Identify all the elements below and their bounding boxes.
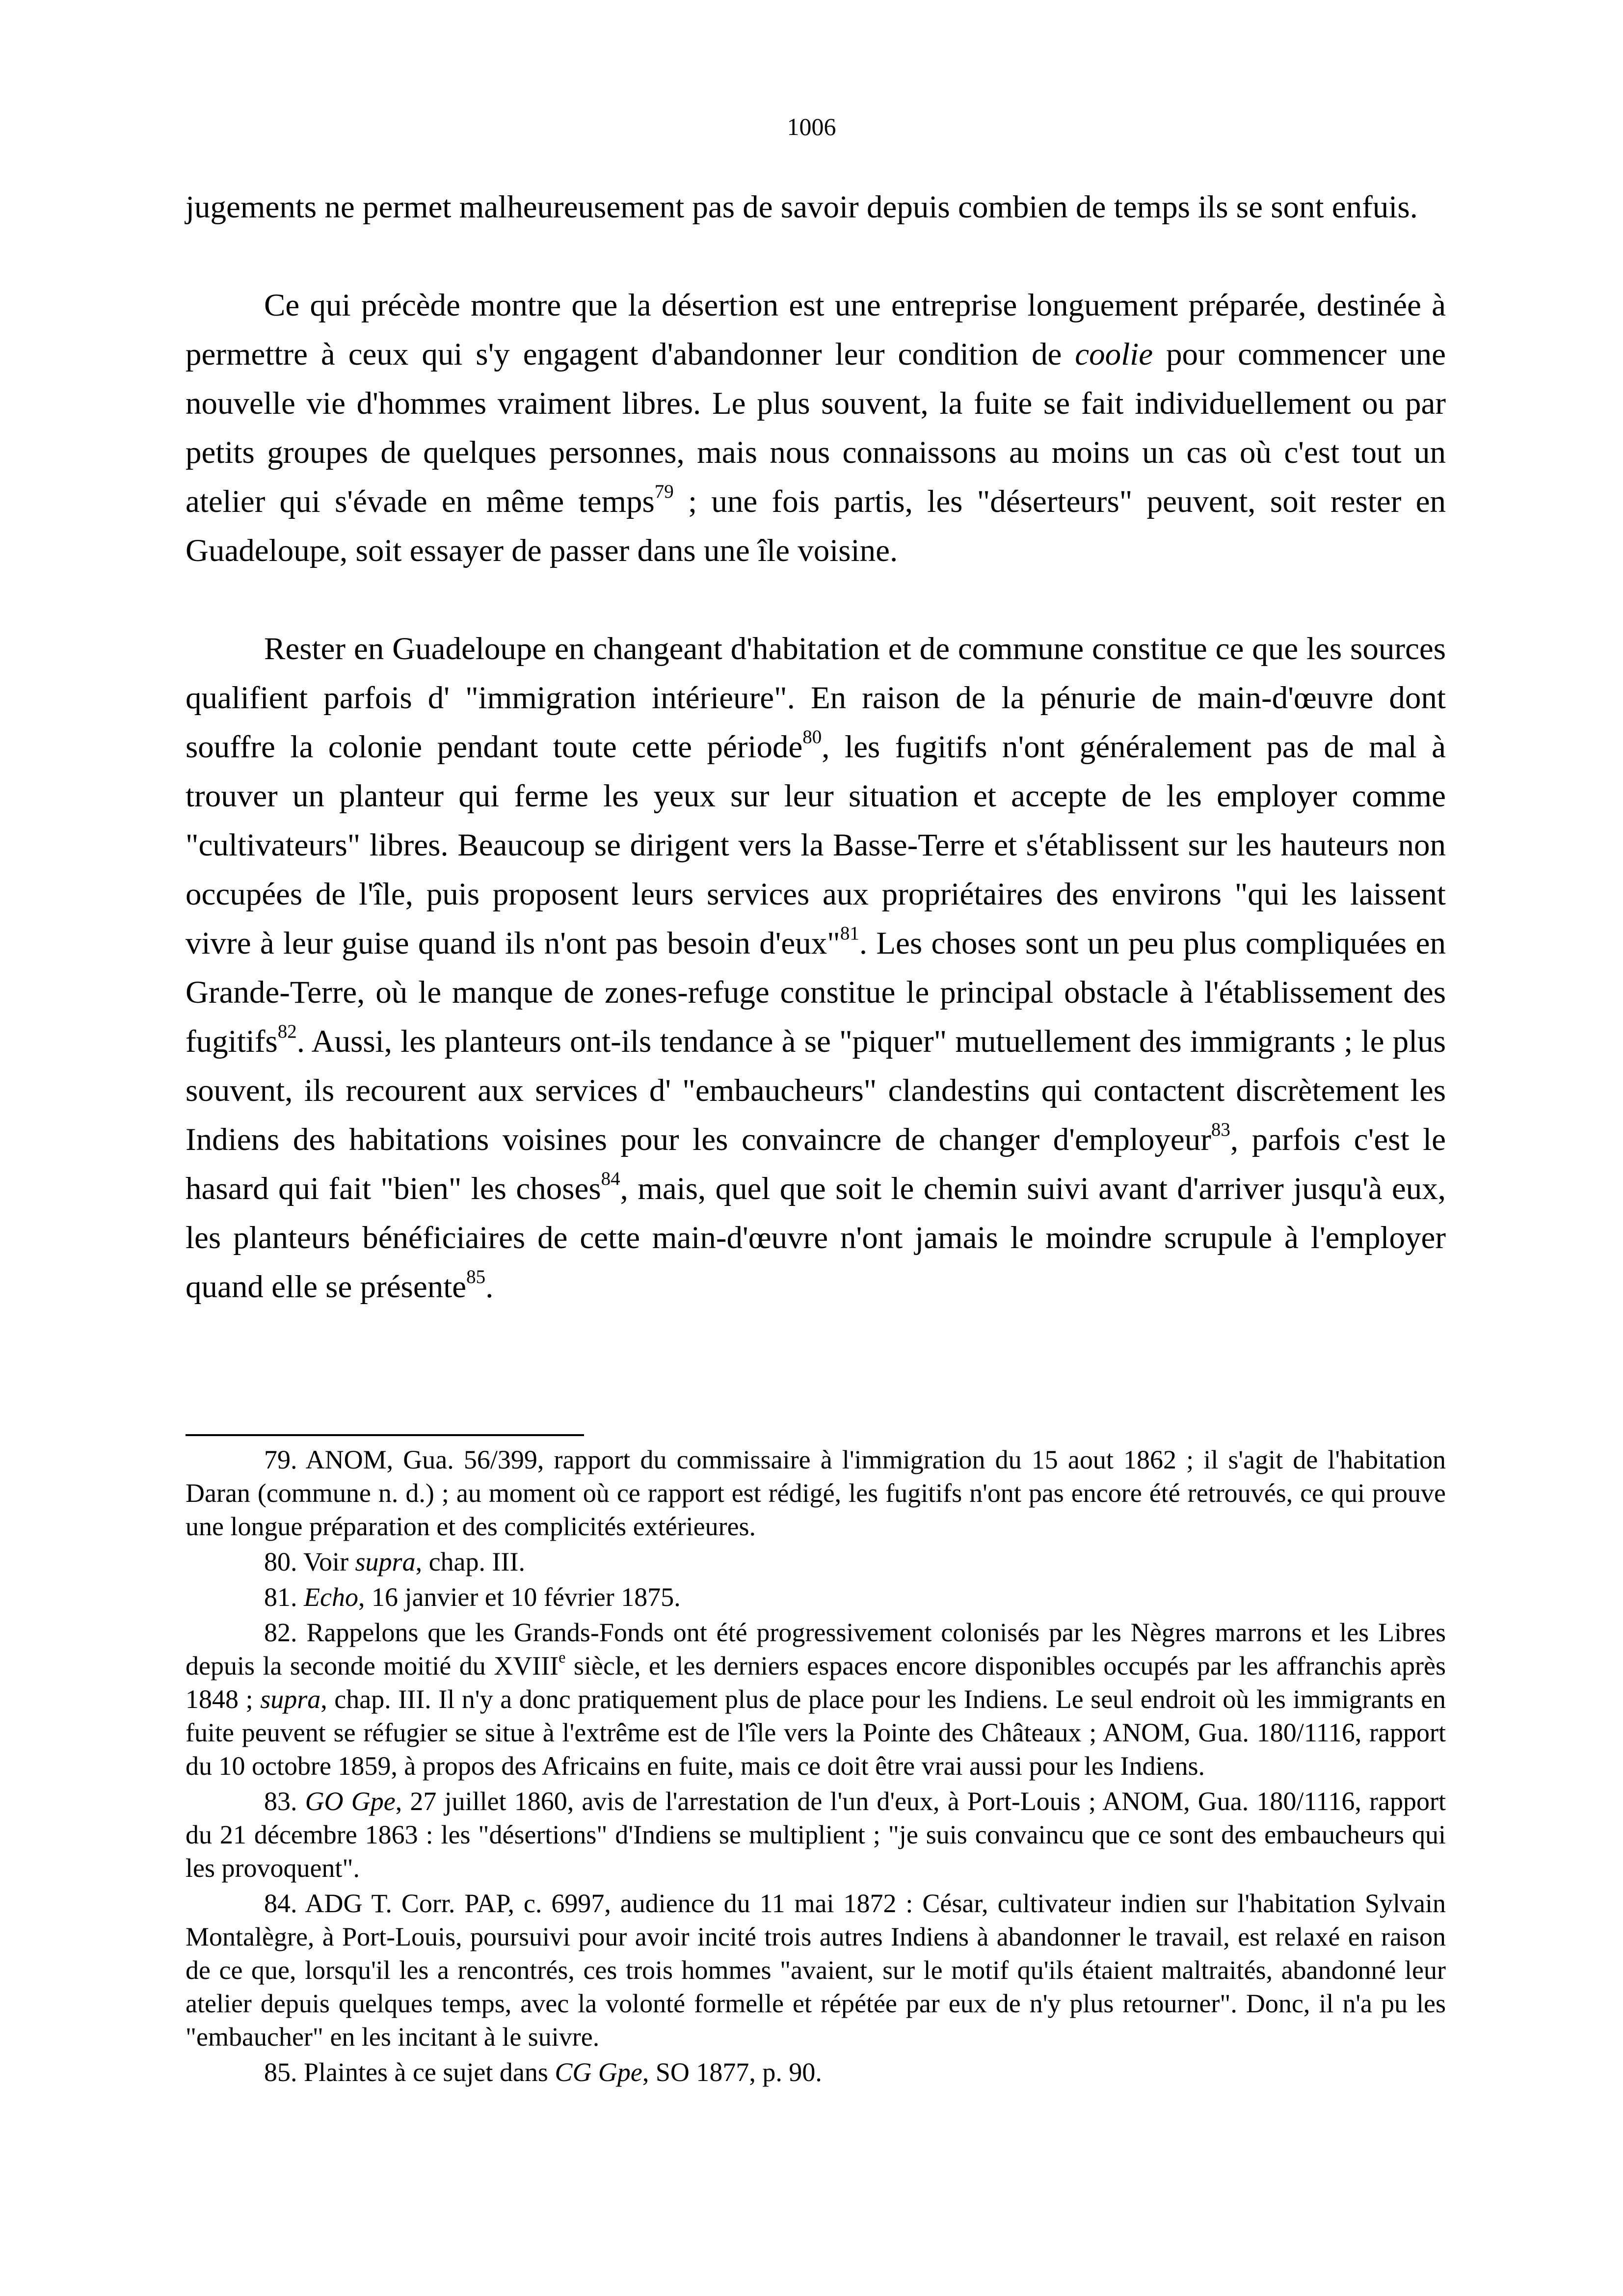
text-run: siècle, et les derniers espaces encore disponibles occupés par les affranchis après 1848 ; [186, 1651, 1446, 1714]
text-run: pour commencer une nouvelle vie d'hommes vraiment libres. Le plus souvent, la fuite se fait individuellement ou par petits groupes de quelques personnes, mais nous connaissons au moins un cas où c'est tout un atelier qui s'évade en même temps [186, 337, 1446, 519]
footnote-85 [186, 2056, 1446, 2089]
text-run: 85. Plaintes à ce sujet dans [264, 2057, 555, 2087]
italic-text: CG Gpe [555, 2057, 642, 2087]
footnote-ref-79[interactable]: 79 [654, 481, 674, 502]
text-run: . [485, 1269, 494, 1305]
text-run: , mais, quel que soit le chemin suivi avant d'arriver jusqu'à eux, les planteurs bénéficiaires de cette main-d'œuvre n'ont jamais le moindre scrupule à l'employer quand elle se présente [186, 1171, 1446, 1305]
text-run: . Aussi, les planteurs ont-ils tendance à se "piquer" mutuellement des immigrants ; le plus souvent, ils recourent aux services d' "embaucheurs" clandestins qui contactent discrètement les Indiens des habitations voisines pour les convaincre de changer d'employeur [186, 1024, 1446, 1157]
italic-term-coolie: coolie [1075, 337, 1153, 372]
text-run: Rester en Guadeloupe en changeant d'habitation et de commune constitue ce que les sources qualifient parfois d' "immigration intérieure". En raison de la pénurie de main-d'œuvre dont souffre la colonie pendant toute cette période [186, 631, 1446, 765]
footnote-ref-81[interactable]: 81 [840, 922, 859, 944]
text-run: , 16 janvier et 10 février 1875. [358, 1582, 681, 1612]
footnote-79: 79. ANOM, Gua. 56/399, rapport du commissaire à l'immigration du 15 aout 1862 ; il s'agit de l'habitation Daran (commune n. d.) ; au moment où ce rapport est rédigé, les fugitifs n'ont pas encore été retrouvés, ce qui prouve une longue préparation et des complicités extérieures. [186, 1445, 1446, 1541]
italic-text: supra [260, 1684, 321, 1714]
footnote-ref-83[interactable]: 83 [1211, 1119, 1230, 1140]
footnote-84: 84. ADG T. Corr. PAP, c. 6997, audience du 11 mai 1872 : César, cultivateur indien sur l'habitation Sylvain Montalègre, à Port-Louis, poursuivi pour avoir incité trois autres Indiens à abandonner le travail, est relaxé en raison de ce que, lorsqu'il les a rencontrés, ces trois hommes "avaient, sur le motif qu'ils étaient maltraités, abandonné leur atelier depuis quelques temps, avec la volonté formelle et répétée par eux de n'y plus retourner". Donc, il n'a pu les "embaucher" en les incitant à le suivre. [186, 1889, 1446, 2052]
paragraph-immigration-interieure [186, 624, 1446, 1311]
text-run: 80. Voir [264, 1547, 355, 1576]
text-run: Ce qui précède montre que la désertion est une entreprise longuement préparée, destinée à permettre à ceux qui s'y engagent d'abandonner leur condition de [186, 288, 1446, 372]
text-run: . Les choses sont un peu plus compliquées en Grande-Terre, où le manque de zones-refuge constitue le principal obstacle à l'établissement des fugitifs [186, 926, 1446, 1059]
text-run: , les fugitifs n'ont généralement pas de mal à trouver un planteur qui ferme les yeux sur leur situation et accepte de les employer comme "cultivateurs" libres. Beaucoup se dirigent vers la Basse-Terre et s'établissent sur les hauteurs non occupées de l'île, puis proposent leurs services aux propriétaires des environs "qui les laissent vivre à leur guise quand ils n'ont pas besoin d'eux" [186, 729, 1446, 961]
paragraph-continuation: jugements ne permet malheureusement pas de savoir depuis combien de temps ils se sont enfuis. [186, 189, 1418, 225]
footnotes [186, 1443, 1446, 2091]
body-text [186, 183, 1446, 1361]
text-run: , chap. III. Il n'y a donc pratiquement plus de place pour les Indiens. Le seul endroit où les immigrants en fuite peuvent se réfugier se situe à l'extrême est de l'île vers la Pointe des Châteaux ; ANOM, Gua. 180/1116, rapport du 10 octobre 1859, à propos des Africains en fuite, mais ce doit être vrai aussi pour les Indiens. [186, 1684, 1446, 1781]
text-run: 81. [264, 1582, 304, 1612]
italic-text: GO Gpe [305, 1787, 396, 1816]
paragraph-desertion [186, 281, 1446, 575]
footnote-ref-85[interactable]: 85 [466, 1266, 486, 1287]
text-run: 83. [264, 1787, 305, 1816]
superscript-e: e [559, 1649, 566, 1667]
text-run: , chap. III. [415, 1547, 525, 1576]
footnote-separator [186, 1434, 584, 1436]
page-number: 1006 [787, 113, 836, 140]
text-run: , parfois c'est le hasard qui fait "bien" les choses [186, 1122, 1446, 1206]
text-run: , 27 juillet 1860, avis de l'arrestation de l'un d'eux, à Port-Louis ; ANOM, Gua. 180/1116, rapport du 21 décembre 1863 : les "désertions" d'Indiens se multiplient ; "je suis convaincu que ce sont des embaucheurs qui les provoquent". [186, 1787, 1446, 1883]
footnote-ref-84[interactable]: 84 [601, 1168, 620, 1189]
footnote-80 [186, 1545, 1446, 1578]
text-run: , SO 1877, p. 90. [642, 2057, 822, 2087]
text-run: 82. Rappelons que les Grands-Fonds ont été progressivement colonisés par les Nègres marrons et les Libres depuis la seconde moitié du XVIII [186, 1618, 1446, 1681]
italic-text: Echo [304, 1582, 358, 1612]
italic-text: supra [355, 1547, 416, 1576]
text-run: ; une fois partis, les "déserteurs" peuvent, soit rester en Guadeloupe, soit essayer de passer dans une île voisine. [186, 484, 1446, 568]
footnote-81 [186, 1580, 1446, 1614]
footnote-82 [186, 1616, 1446, 1783]
footnote-ref-80[interactable]: 80 [802, 726, 822, 748]
footnote-ref-82[interactable]: 82 [277, 1020, 297, 1042]
footnote-83 [186, 1785, 1446, 1885]
